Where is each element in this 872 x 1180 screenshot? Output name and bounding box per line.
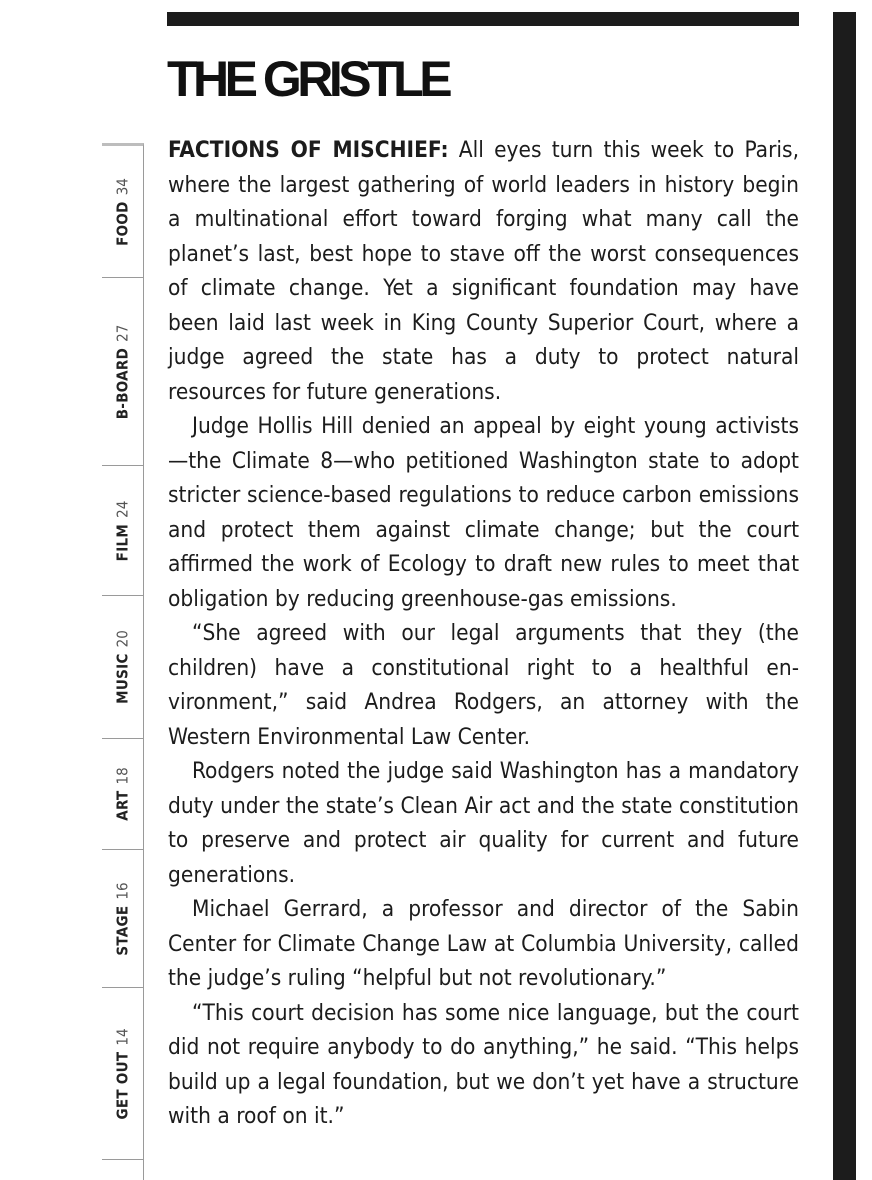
top-rule <box>167 12 799 26</box>
tab-label: MUSIC <box>113 653 131 704</box>
article-body <box>168 133 799 1134</box>
tab-page-number: 16 <box>113 881 131 900</box>
article-paragraph: “This court decision has some nice language, but the court did not require anybody to do anything,” he said. “This helps build up a legal foundation, but we don’t yet have a structure with a roof on it.” <box>168 999 799 1129</box>
sidebar-tab-food[interactable] <box>102 146 143 278</box>
section-index-sidebar <box>102 143 144 1180</box>
tab-label: FILM <box>113 523 131 561</box>
tab-page-number: 24 <box>113 500 131 518</box>
tab-label: ART <box>113 790 131 821</box>
tab-page-number: 20 <box>113 630 131 648</box>
sidebar-tab-music[interactable] <box>102 596 143 739</box>
sidebar-tab-get-out[interactable] <box>102 988 143 1160</box>
tab-page-number: 14 <box>113 1027 131 1046</box>
paragraph-text: All eyes turn this week to Paris, where the largest gathering of world leaders in history begin a multinational effort toward forging what many call the planet’s last, best hope to stave off the worst consequences of climate change. Yet a significant foundation may have been laid last week in King County Superior Court, where a judge agreed the state has a duty to protect natural resources for future generations. <box>168 137 800 405</box>
tab-label: GET OUT <box>113 1051 131 1120</box>
tab-page-number: 27 <box>113 324 131 342</box>
sidebar-tab-art[interactable] <box>102 739 143 850</box>
section-title: THE GRISTLE <box>167 51 449 107</box>
article-paragraph: Michael Gerrard, a professor and director of the Sabin Center for Climate Change Law at Columbia University, called the judge’s ruling “helpful but not revolutionary.” <box>168 896 799 991</box>
article-paragraph: Rodgers noted the judge said Washington has a mandatory duty under the state’s Clean Air act and the state constitution to preserve and protect air quality for current and future generations. <box>168 758 799 888</box>
article-paragraph: “She agreed with our legal arguments that they (the children) have a constitutional right to a healthful environment,” said Andrea Rodgers, an attorney with the Western Environmental Law Center. <box>168 620 799 750</box>
kicker-heading: FACTIONS OF MISCHIEF: <box>168 137 449 163</box>
tab-page-number: 34 <box>113 177 131 195</box>
tab-page-number: 18 <box>113 767 131 785</box>
sidebar-tab-film[interactable] <box>102 466 143 596</box>
article-paragraph <box>168 133 799 409</box>
tab-label: STAGE <box>113 905 131 956</box>
tab-label: B-BOARD <box>113 347 131 419</box>
tab-label: FOOD <box>113 200 131 246</box>
sidebar-tab-stage[interactable] <box>102 850 143 988</box>
right-edge-bar <box>833 12 856 1180</box>
sidebar-tab-b-board[interactable] <box>102 278 143 466</box>
article-paragraph: Judge Hollis Hill denied an appeal by eight young activists—the Climate 8—who petitioned Washington state to adopt stricter science-based regulations to reduce carbon emissions and protect them against climate change; but the court affirmed the work of Ecology to draft new rules to meet that obligation by reducing greenhouse-gas emissions. <box>168 413 799 612</box>
